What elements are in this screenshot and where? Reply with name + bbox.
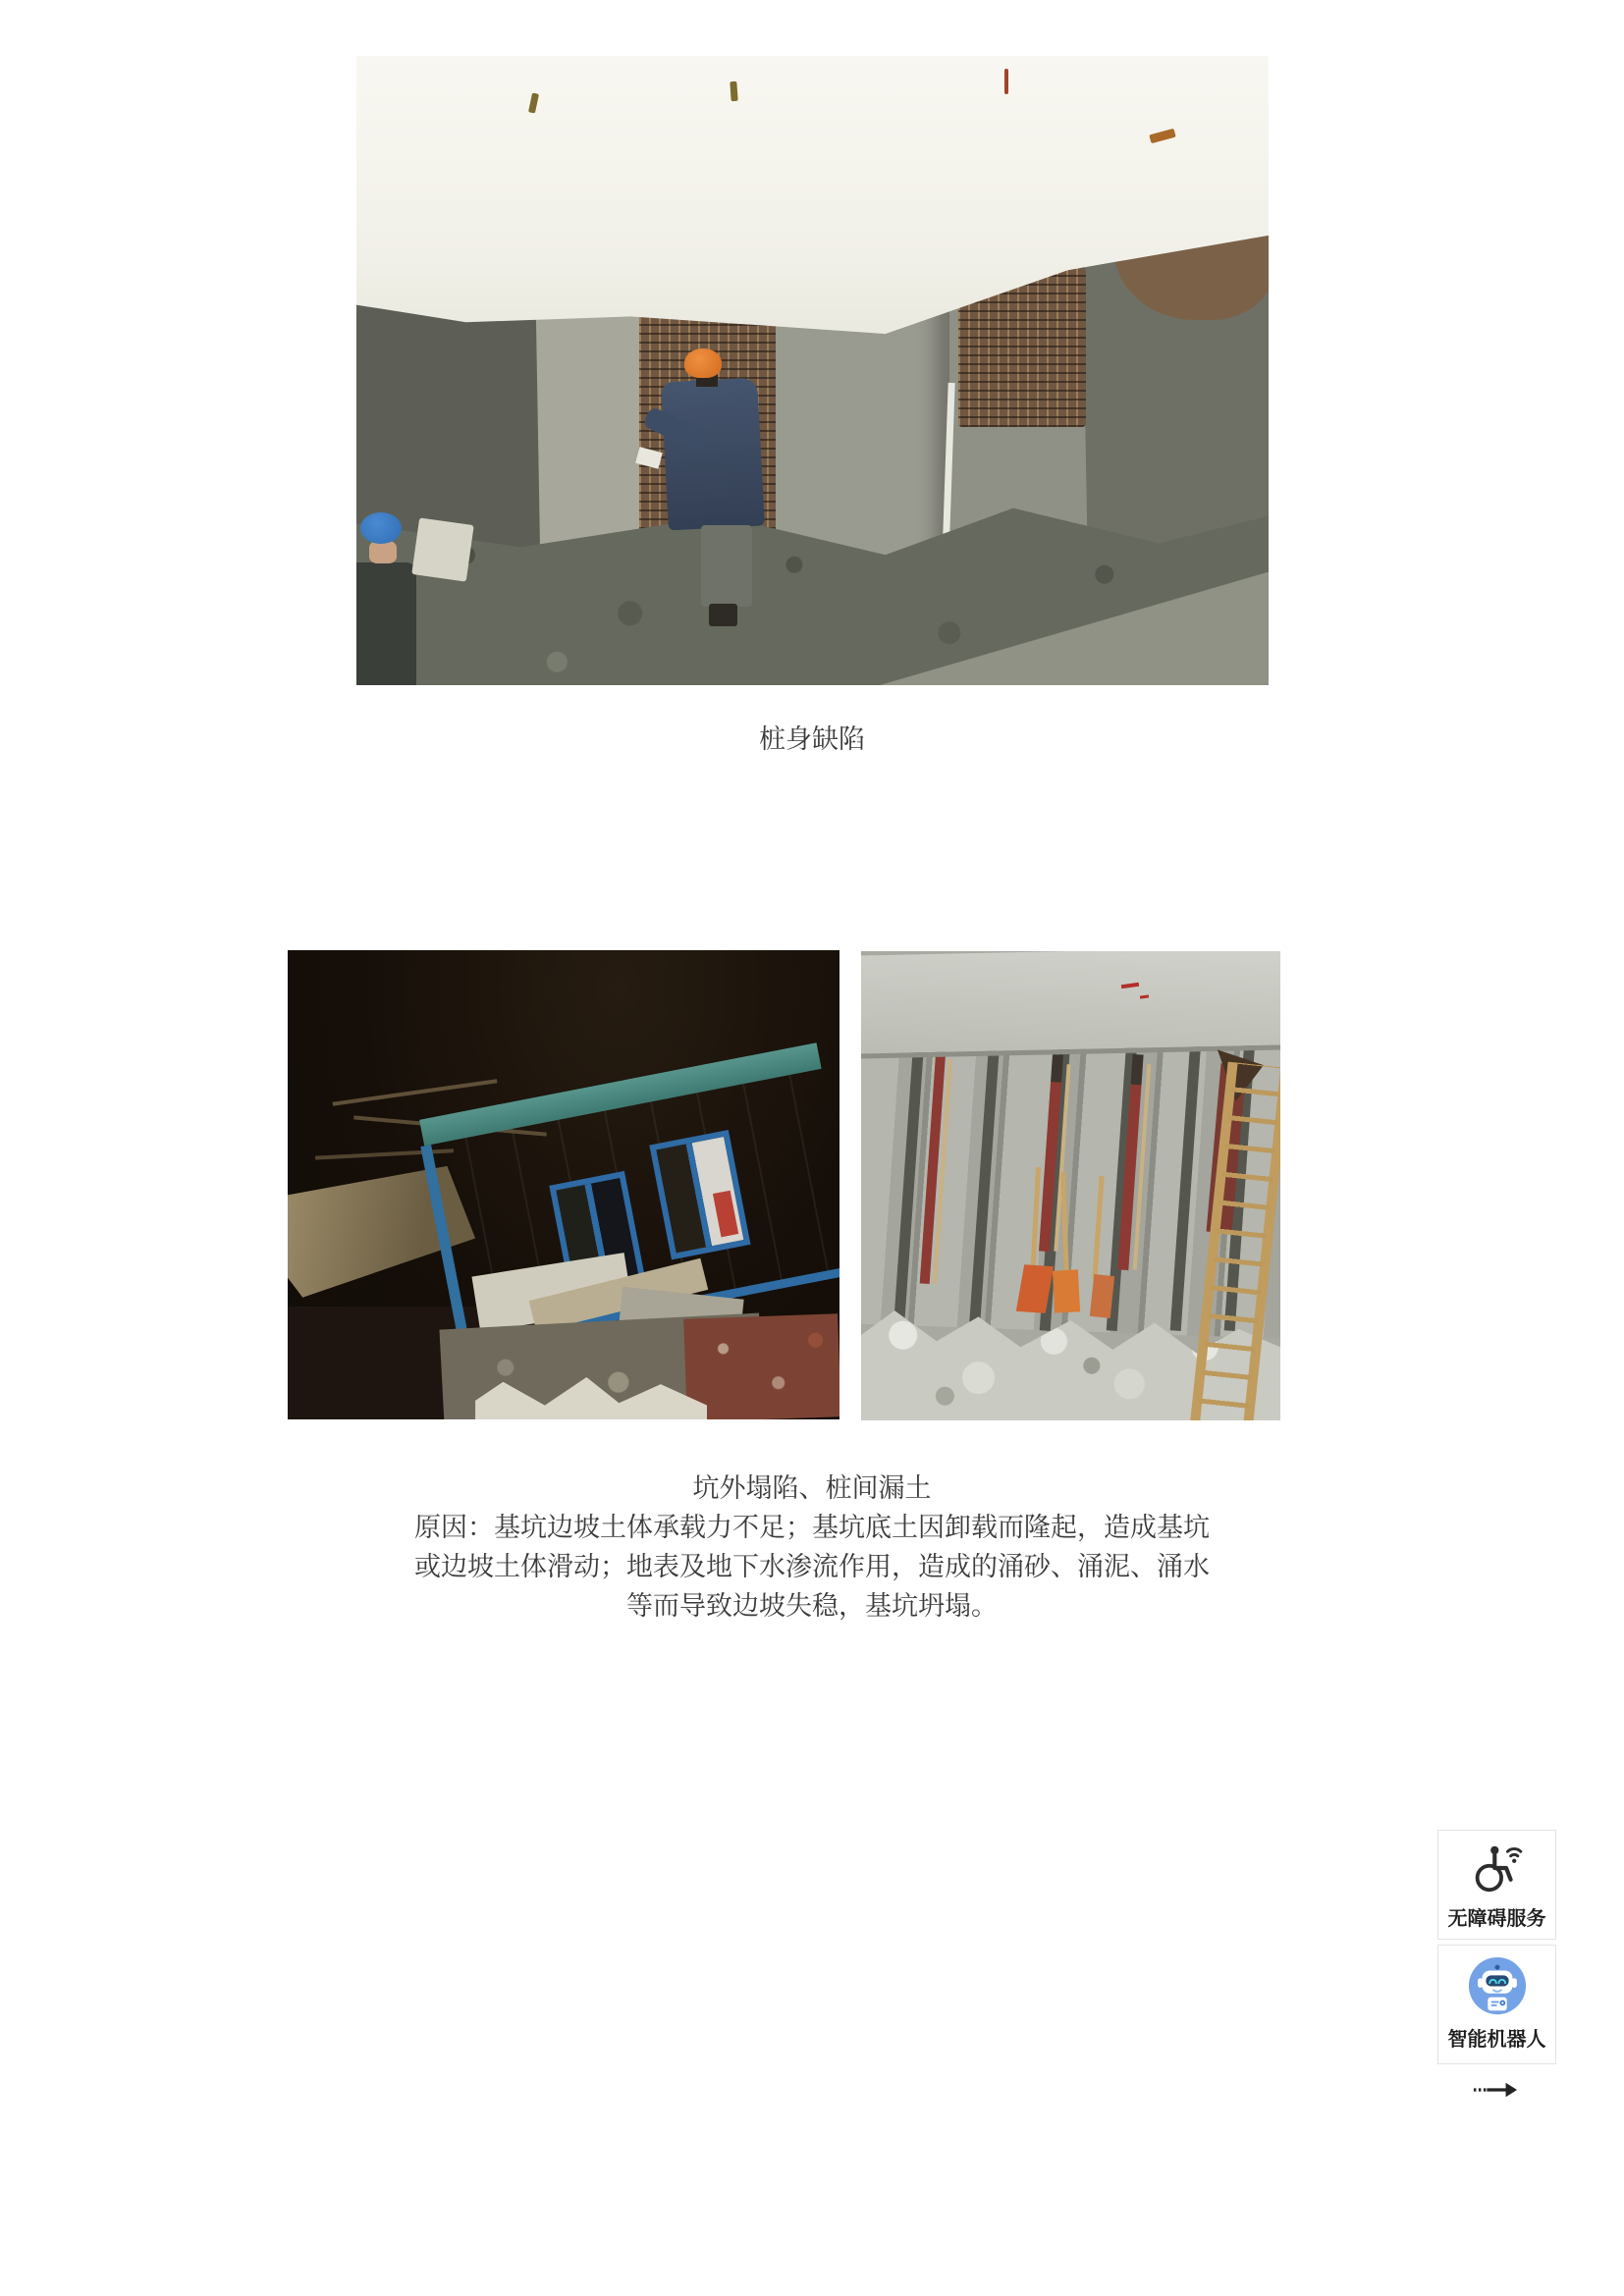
collapse-caption-title: 坑外塌陷、桩间漏土 bbox=[692, 1473, 932, 1503]
smart-robot-label: 智能机器人 bbox=[1447, 2029, 1546, 2051]
collapse-caption-line: 或边坡土体滑动；地表及地下水渗流作用，造成的涌砂、涌泥、涌水 bbox=[414, 1552, 1210, 1581]
accessibility-service-widget[interactable] bbox=[1437, 1830, 1556, 1940]
collapse-panel-arrow-button[interactable] bbox=[1472, 2081, 1519, 2101]
pile-defect-caption: 桩身缺陷 bbox=[759, 724, 865, 754]
capping-beam bbox=[861, 951, 1280, 1059]
robot-icon bbox=[1467, 1955, 1528, 2021]
second-worker-figure bbox=[356, 562, 416, 685]
collapse-right-photo bbox=[861, 951, 1280, 1420]
dashed-right-arrow-icon bbox=[1472, 2086, 1519, 2103]
collapse-caption-line: 等而导致边坡失稳，基坑坍塌。 bbox=[626, 1591, 998, 1621]
brick-debris bbox=[683, 1313, 839, 1419]
wheelchair-wifi-icon bbox=[1469, 1841, 1526, 1900]
blue-hard-hat bbox=[360, 512, 403, 544]
accessibility-service-label: 无障碍服务 bbox=[1447, 1908, 1546, 1930]
smart-robot-widget[interactable] bbox=[1437, 1945, 1556, 2064]
collapse-caption-line: 原因：基坑边坡土体承载力不足；基坑底土因卸载而隆起，造成基坑 bbox=[414, 1513, 1210, 1542]
worker-figure bbox=[661, 378, 765, 531]
collapse-caption bbox=[0, 1468, 1624, 1626]
orange-hard-hat bbox=[684, 348, 721, 377]
collapse-left-photo bbox=[288, 950, 839, 1419]
concrete-block bbox=[412, 518, 474, 582]
pile-defect-photo bbox=[356, 56, 1269, 685]
